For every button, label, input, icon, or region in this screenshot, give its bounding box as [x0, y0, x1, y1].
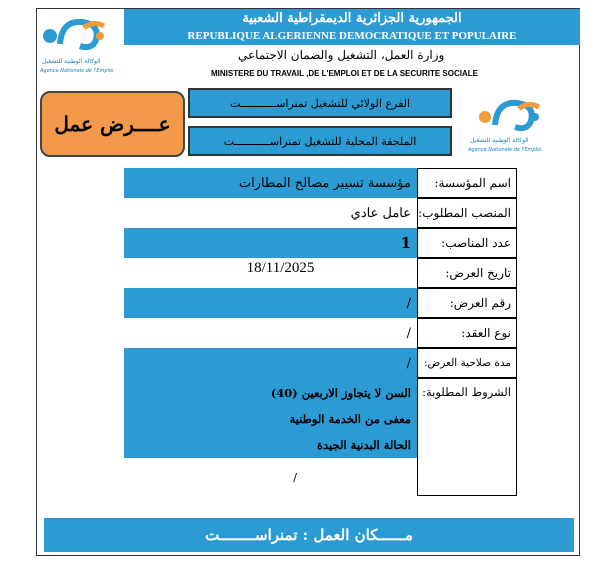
row-offer-date — [124, 258, 517, 288]
agency-logo-top — [38, 14, 114, 76]
job-offer-title: عــــرض عمل — [40, 91, 185, 157]
validity-label: مدة صلاحية العرض: — [417, 348, 517, 378]
offer-number-value: / — [124, 288, 417, 318]
contract-type-label: نوع العقد: — [417, 318, 517, 348]
contract-type-value: / — [406, 325, 411, 341]
offer-date-label: تاريخ العرض: — [417, 258, 517, 288]
ministry-title-fr: MINISTERE DU TRAVAIL ,DE L'EMPLOI ET DE LA SECURITE SOCIALE — [211, 69, 478, 78]
company-name-value: مؤسسة تسيير مصالح المطارات — [124, 168, 417, 198]
republic-title-fr: REPUBLIQUE ALGERIENNE DEMOCRATIQUE ET POPULAIRE — [124, 29, 580, 45]
row-vacancies — [124, 228, 517, 258]
row-offer-number — [124, 288, 517, 318]
local-office-box: الملحقة المحلية للتشغيل تمنراســـــــــــت — [188, 126, 452, 156]
position-label: المنصب المطلوب: — [417, 198, 517, 228]
conditions-label: الشروط المطلوبة: — [417, 378, 517, 496]
agency-logo-right — [462, 95, 562, 157]
logo-name-ar: الوكالة الوطنية للتشغيل — [42, 58, 101, 65]
vacancies-label: عدد المناصب: — [417, 228, 517, 258]
condition-military: معفى من الخدمة الوطنية — [289, 412, 411, 426]
row-position — [124, 198, 517, 228]
row-company — [124, 168, 517, 198]
company-name-label: اسم المؤسسة: — [417, 168, 517, 198]
offer-date-value: 18/11/2025 — [246, 260, 315, 276]
logo-name-ar: الوكالة الوطنية للتشغيل — [470, 137, 529, 144]
condition-other: / — [293, 470, 297, 484]
offer-number-label: رقم العرض: — [417, 288, 517, 318]
position-value: عامل عادي — [350, 205, 411, 221]
wilaya-branch-box: الفرع الولائي للتشغيل تمنراســـــــــــت — [188, 88, 452, 118]
workplace-footer: مــــــكان العمل : تمنراســــــــت — [44, 518, 574, 552]
agency-logo-icon — [40, 14, 110, 54]
validity-value: / — [124, 348, 417, 378]
vacancies-value: 1 — [124, 228, 417, 258]
ministry-title-ar: وزارة العمل، التشغيل والضمان الاجتماعي — [238, 48, 445, 62]
logo-name-fr: Agence Nationale de l'Emploi — [468, 147, 542, 153]
row-validity — [124, 348, 517, 378]
logo-name-fr: Agence Nationale de l'Emploi — [40, 68, 114, 74]
agency-logo-icon — [462, 95, 558, 135]
conditions-area — [124, 378, 417, 496]
job-offer-form — [124, 168, 517, 496]
condition-age: السن لا يتجاوز الاربعين (40) — [270, 386, 411, 400]
republic-title-ar: الجمهورية الجزائرية الديمقراطية الشعبية — [124, 9, 580, 29]
condition-health: الحالة البدنية الجيدة — [317, 438, 411, 452]
row-contract-type — [124, 318, 517, 348]
